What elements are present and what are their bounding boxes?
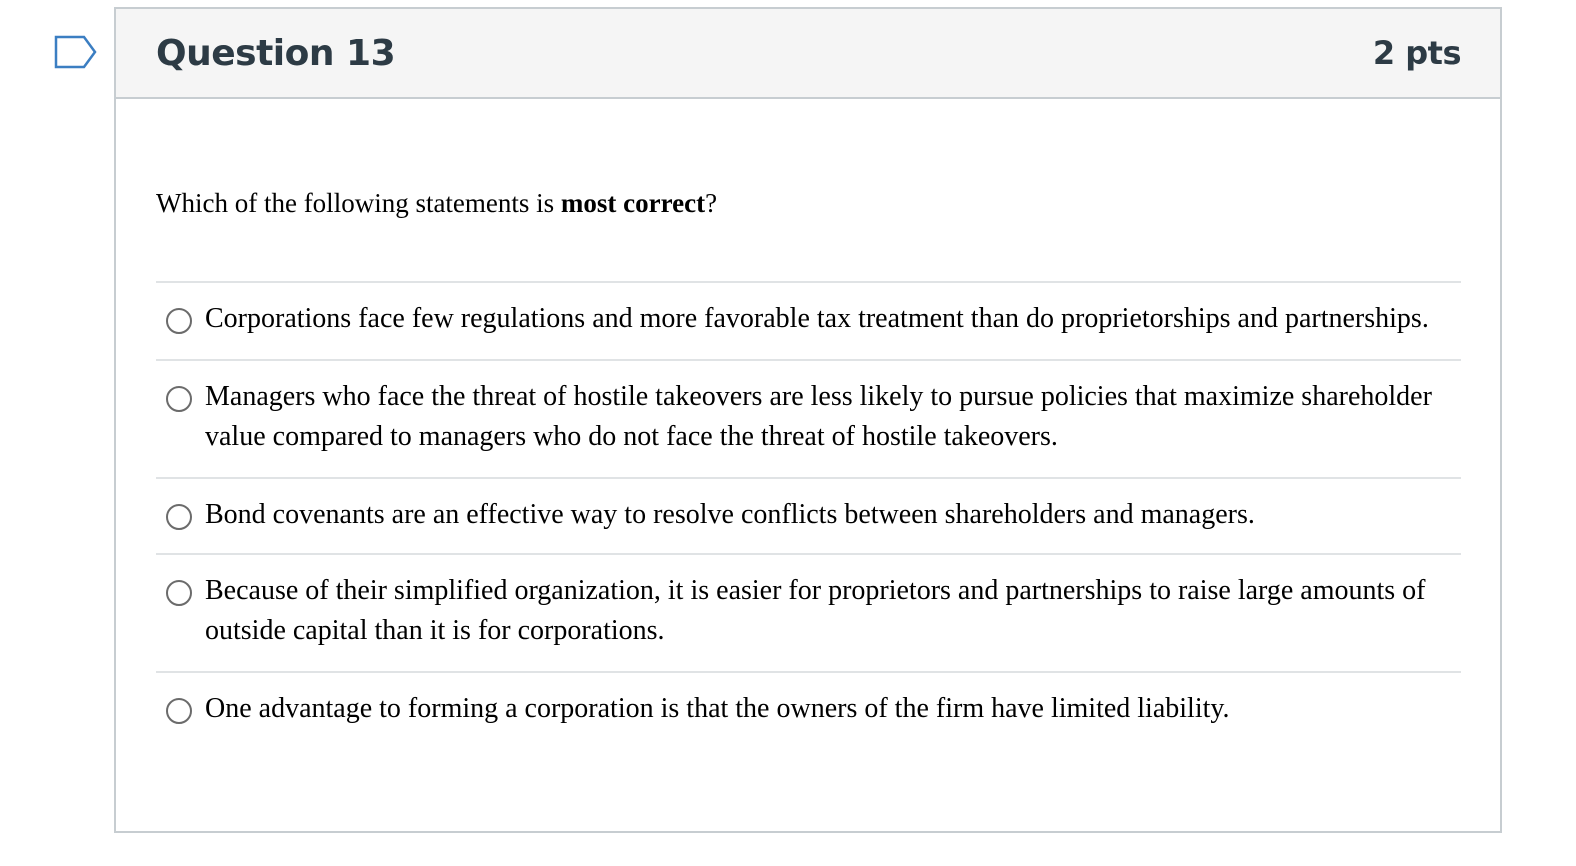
answer-label: Managers who face the threat of hostile takeovers are less likely to pursue policies that maximize shareholder value compared to managers who do not face the threat of hostile takeovers.	[205, 381, 1432, 452]
question-text	[156, 185, 1461, 221]
question-header	[116, 9, 1500, 99]
answer-label: Because of their simplified organization, it is easier for proprietors and partnerships to raise large amounts of outside capital than it is for corporations.	[205, 575, 1426, 646]
answer-label: Bond covenants are an effective way to resolve conflicts between shareholders and managers.	[205, 499, 1255, 530]
answer-option-1[interactable]	[156, 283, 1461, 361]
radio-button[interactable]	[166, 504, 192, 530]
radio-button[interactable]	[166, 308, 192, 334]
question-text-start: Which of the following statements is	[156, 188, 561, 218]
radio-button[interactable]	[166, 386, 192, 412]
flag-question-icon[interactable]	[54, 35, 98, 69]
answer-option-4[interactable]	[156, 555, 1461, 673]
question-text-end: ?	[705, 188, 718, 218]
answer-label: One advantage to forming a corporation is that the owners of the firm have limited liability.	[205, 693, 1230, 724]
question-points: 2 pts	[1372, 34, 1461, 72]
answer-option-3[interactable]	[156, 479, 1461, 555]
question-body	[116, 185, 1500, 747]
answer-list	[156, 281, 1461, 747]
question-card	[114, 7, 1502, 833]
answer-option-5[interactable]	[156, 673, 1461, 747]
radio-button[interactable]	[166, 698, 192, 724]
radio-button[interactable]	[166, 580, 192, 606]
answer-option-2[interactable]	[156, 361, 1461, 479]
answer-label: Corporations face few regulations and more favorable tax treatment than do proprietorships and partnerships.	[205, 303, 1429, 334]
question-title: Question 13	[156, 32, 396, 74]
question-text-emphasis: most correct	[560, 188, 706, 218]
